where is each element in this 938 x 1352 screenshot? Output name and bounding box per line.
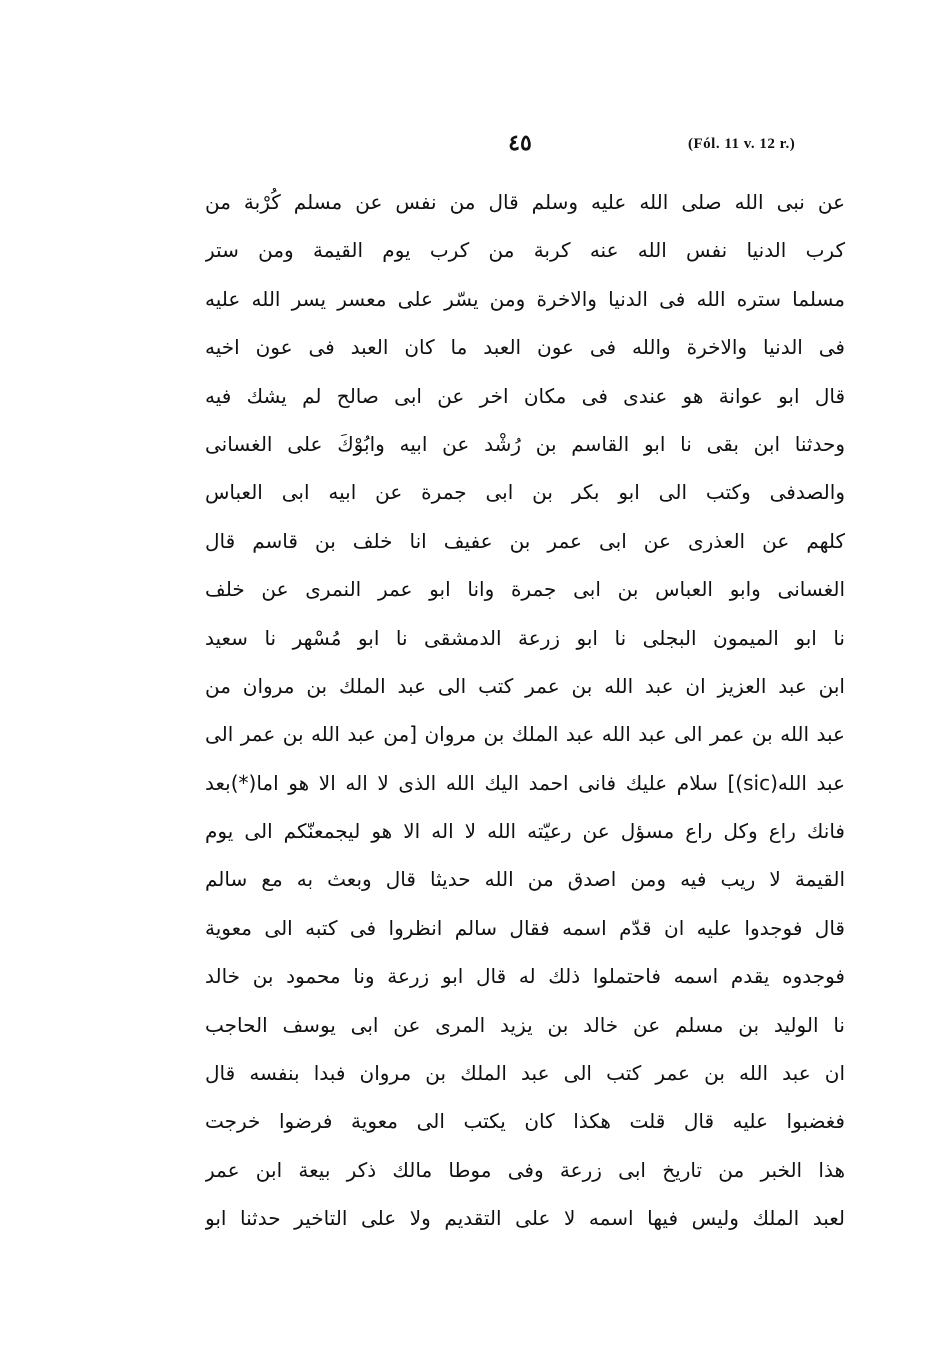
text-line: الغسانى وابو العباس بن ابى جمرة وانا ابو عمر النمرى عن خلف <box>205 577 845 602</box>
text-line: والصدفى وكتب الى ابو بكر بن ابى جمرة عن ابيه ابى العباس <box>205 480 845 505</box>
text-line: كرب الدنيا نفس الله عنه كربة من كرب يوم القيمة ومن ستر <box>205 238 845 263</box>
text-line: ان عبد الله بن عمر كتب الى عبد الملك بن مروان فبدا بنفسه قال <box>205 1061 845 1086</box>
text-line: عبد الله(sic)] سلام عليك فانى احمد اليك الله الذى لا اله الا هو اما(*)بعد <box>205 770 845 795</box>
text-line: عبد الله بن عمر الى عبد الله عبد الملك بن مروان [من عبد الله بن عمر الى <box>205 722 845 747</box>
page-number: ٤٥ <box>508 130 532 156</box>
text-line: نا الوليد بن مسلم عن خالد بن يزيد المرى عن ابى يوسف الحاجب <box>205 1012 845 1037</box>
text-line: نا ابو الميمون البجلى نا ابو زرعة الدمشقى نا ابو مُسْهر نا سعيد <box>205 625 845 650</box>
text-line: قال فوجدوا عليه ان قدّم اسمه فقال سالم انظروا فى كتبه الى معوية <box>205 915 845 940</box>
text-line: لعبد الملك وليس فيها اسمه لا على التقديم ولا على التاخير حدثنا ابو <box>205 1206 845 1231</box>
text-line: عن نبى الله صلى الله عليه وسلم قال من نفس عن مسلم كُرْبة من <box>205 190 845 214</box>
arabic-text-block <box>205 178 845 1243</box>
text-line: قال ابو عوانة هو عندى فى مكان اخر عن ابى صالح لم يشك فيه <box>205 383 845 408</box>
text-line: فغضبوا عليه قال قلت هكذا كان يكتب الى معوية فرضوا خرجت <box>205 1109 845 1134</box>
text-line: فى الدنيا والاخرة والله فى عون العبد ما كان العبد فى عون اخيه <box>205 335 845 360</box>
text-line: فانك راع وكل راع مسؤل عن رعيّته الله لا اله الا هو ليجمعنّكم الى يوم <box>205 819 845 844</box>
text-line: فوجدوه يقدم اسمه فاحتملوا ذلك له قال ابو زرعة ونا محمود بن خالد <box>205 964 845 989</box>
text-line: مسلما ستره الله فى الدنيا والاخرة ومن يسّر على معسر يسر الله عليه <box>205 286 845 311</box>
folio-reference: (Fól. 11 v. 12 r.) <box>688 136 796 152</box>
text-line: كلهم عن العذرى عن ابى عمر بن عفيف انا خلف بن قاسم قال <box>205 528 845 553</box>
text-line: هذا الخبر من تاريخ ابى زرعة وفى موطا مالك ذكر بيعة ابن عمر <box>205 1157 845 1182</box>
text-line: القيمة لا ريب فيه ومن اصدق من الله حديثا قال وبعث به مع سالم <box>205 867 845 892</box>
text-line: وحدثنا ابن بقى نا ابو القاسم بن رُشْد عن ابيه وابُوْكَ على الغسانى <box>205 431 845 456</box>
text-line: ابن عبد العزيز ان عبد الله بن عمر كتب الى عبد الملك بن مروان من <box>205 673 845 698</box>
